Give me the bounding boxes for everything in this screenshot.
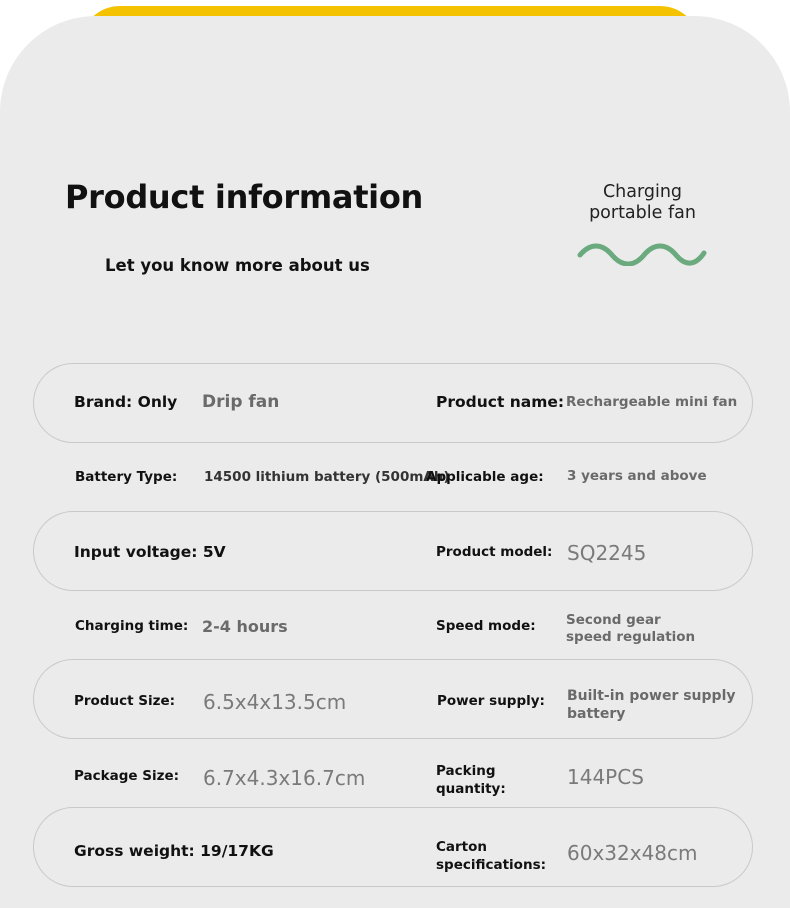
- input-voltage-label: Input voltage: 5V: [74, 543, 226, 561]
- packing-quantity-value: 144PCS: [567, 765, 644, 789]
- gross-weight-label: Gross weight: 19/17KG: [74, 842, 274, 860]
- speed-mode-value: [566, 612, 695, 646]
- product-size-label: Product Size:: [74, 693, 176, 709]
- power-supply-value-line-1: Built-in power supply: [567, 688, 736, 704]
- packing-quantity-label: [436, 762, 506, 798]
- battery-type-label: Battery Type:: [75, 469, 178, 485]
- power-supply-value: [567, 687, 736, 723]
- side-title-line-2: portable fan: [589, 203, 696, 223]
- product-name-value: Rechargeable mini fan: [566, 394, 738, 410]
- speed-mode-label: Speed mode:: [436, 618, 536, 634]
- package-size-value: 6.7x4.3x16.7cm: [203, 766, 366, 790]
- wave-decoration-icon: [576, 242, 708, 266]
- packing-quantity-label-line-2: quantity:: [436, 781, 506, 797]
- brand-value: Drip fan: [202, 392, 280, 412]
- side-title: [580, 182, 705, 224]
- product-model-value: SQ2245: [567, 541, 647, 565]
- product-model-label: Product model:: [436, 544, 553, 560]
- charging-time-label: Charging time:: [75, 618, 189, 634]
- side-title-line-1: Charging: [602, 182, 683, 202]
- product-size-value: 6.5x4x13.5cm: [203, 690, 347, 714]
- applicable-age-label: Applicable age:: [426, 469, 544, 485]
- speed-mode-value-line-1: Second gear: [566, 612, 661, 628]
- page-title: Product information: [65, 178, 424, 216]
- brand-label: Brand: Only: [74, 393, 178, 411]
- charging-time-value: 2-4 hours: [202, 617, 288, 636]
- packing-quantity-label-line-1: Packing: [436, 763, 496, 779]
- carton-specifications-value: 60x32x48cm: [567, 841, 698, 865]
- applicable-age-value: 3 years and above: [567, 468, 707, 484]
- battery-type-value: 14500 lithium battery (500mAh): [204, 469, 450, 485]
- carton-specifications-label-line-1: Carton: [436, 839, 488, 855]
- carton-specifications-label: [436, 838, 546, 874]
- carton-specifications-label-line-2: specifications:: [436, 857, 547, 873]
- speed-mode-value-line-2: speed regulation: [566, 629, 696, 645]
- package-size-label: Package Size:: [74, 768, 180, 784]
- page-subtitle: Let you know more about us: [105, 256, 370, 275]
- power-supply-label: Power supply:: [437, 693, 545, 709]
- power-supply-value-line-2: battery: [567, 706, 626, 722]
- product-name-label: Product name:: [436, 393, 565, 411]
